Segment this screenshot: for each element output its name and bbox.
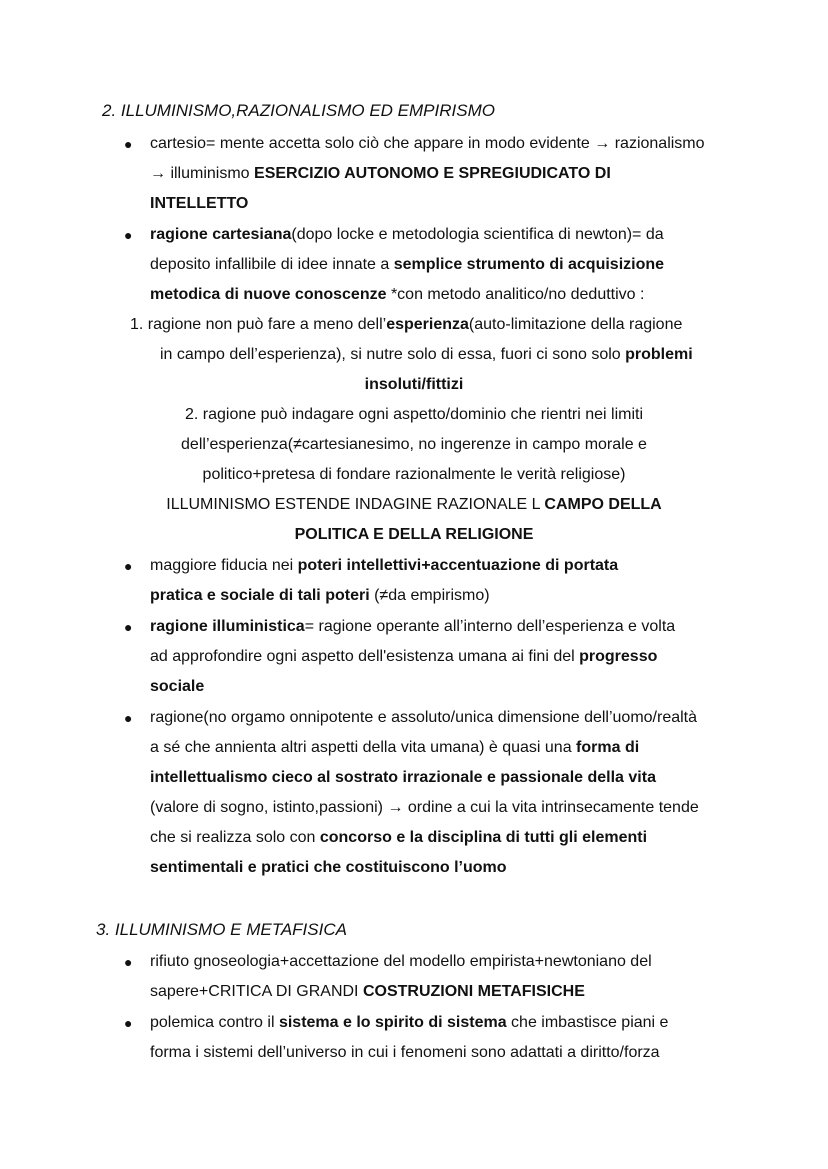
bullet-4-line-1 <box>150 617 675 637</box>
s3-bullet-1-line-2 <box>150 982 585 1002</box>
numbered-item-2-line-2: dell’esperienza(≠cartesianesimo, no ingerenze in campo morale e <box>181 436 647 453</box>
text-run: a sé che annienta altri aspetti della vita umana) è quasi una <box>150 739 577 756</box>
numbered-item-2-line-1: 2. ragione può indagare ogni aspetto/dominio che rientri nei limiti <box>184 406 644 423</box>
bullet-4-line-2 <box>150 647 657 667</box>
bullet-1-line-2 <box>150 164 611 184</box>
text-run: (≠da empirismo) <box>369 587 490 604</box>
bold-run: ragione illuministica <box>150 618 305 635</box>
numbered-item-1-line-3: insoluti/fittizi <box>364 376 464 393</box>
text-run: → illuminismo <box>150 165 255 182</box>
bold-run: poteri intellettivi+accentuazione di portata <box>297 557 619 574</box>
bullet-icon: ● <box>124 227 133 243</box>
bullet-5-line-6: sentimentali e pratici che costituiscono l’uomo <box>150 859 507 876</box>
bullet-icon: ● <box>124 136 133 152</box>
text-run: = ragione operante all’interno dell’esperienza e volta <box>304 618 676 635</box>
bold-run: forma di <box>576 739 640 756</box>
s3-bullet-1-line-1: rifiuto gnoseologia+accettazione del modello empirista+newtoniano del <box>150 953 652 970</box>
numbered-item-1-line-1 <box>130 315 682 335</box>
bold-run: metodica di nuove conoscenze <box>150 286 387 303</box>
text-run: sapere+CRITICA DI GRANDI <box>150 983 363 1000</box>
bullet-2-line-2 <box>150 255 664 275</box>
numbered-item-2-line-3: politico+pretesa di fondare razionalmente le verità religiose) <box>202 466 626 483</box>
numbered-item-2-line-5: POLITICA E DELLA RELIGIONE <box>294 526 534 543</box>
text-run: *con metodo analitico/no deduttivo : <box>386 286 645 303</box>
text-run: ad approfondire ogni aspetto dell'esistenza umana ai fini del <box>150 648 580 665</box>
text-run: maggiore fiducia nei <box>150 557 298 574</box>
bullet-2-line-3 <box>150 285 644 305</box>
bullet-icon: ● <box>124 1015 133 1031</box>
text-run: 1. ragione non può fare a meno dell’ <box>130 316 387 333</box>
bold-run: sistema e lo spirito di sistema <box>278 1014 507 1031</box>
bold-run: ESERCIZIO AUTONOMO E SPREGIUDICATO DI <box>254 165 611 182</box>
bullet-1-line-3: INTELLETTO <box>150 195 249 212</box>
bold-run: concorso e la disciplina di tutti gli elementi <box>319 829 648 846</box>
bullet-icon: ● <box>124 558 133 574</box>
bold-run: ragione cartesiana <box>150 226 292 243</box>
bold-run: progresso <box>579 648 658 665</box>
section-3-heading: 3. ILLUMINISMO E METAFISICA <box>96 920 347 939</box>
bullet-5-line-2 <box>150 738 639 758</box>
bullet-5-line-1: ragione(no orgamo onnipotente e assoluto/unica dimensione dell’uomo/realtà <box>150 709 698 726</box>
text-run: polemica contro il <box>150 1014 279 1031</box>
bold-run: COSTRUZIONI METAFISICHE <box>362 983 585 1000</box>
text-run: (dopo locke e metodologia scientifica di newton)= da <box>291 226 664 243</box>
bullet-2-line-1 <box>150 225 664 245</box>
bullet-5-line-4: (valore di sogno, istinto,passioni) → ordine a cui la vita intrinsecamente tende <box>150 799 699 816</box>
bold-run: CAMPO DELLA <box>544 496 662 513</box>
s3-bullet-2-line-2: forma i sistemi dell’universo in cui i fenomeni sono adattati a diritto/forza <box>150 1044 660 1061</box>
text-run: che imbastisce piani e <box>506 1014 669 1031</box>
text-run: che si realizza solo con <box>150 829 320 846</box>
numbered-item-1-line-2 <box>160 345 693 365</box>
s3-bullet-2-line-1 <box>150 1013 668 1033</box>
bullet-5-line-3: intellettualismo cieco al sostrato irrazionale e passionale della vita <box>150 769 656 786</box>
bullet-icon: ● <box>124 954 133 970</box>
section-2-heading: 2. ILLUMINISMO,RAZIONALISMO ED EMPIRISMO <box>102 101 495 120</box>
numbered-item-2-line-4 <box>0 495 828 515</box>
bullet-icon: ● <box>124 710 133 726</box>
text-run: deposito infallibile di idee innate a <box>150 256 394 273</box>
bold-run: esperienza <box>386 316 469 333</box>
bullet-icon: ● <box>124 619 133 635</box>
bold-run: semplice strumento di acquisizione <box>393 256 665 273</box>
bold-run: problemi <box>625 346 693 363</box>
bullet-4-line-3: sociale <box>150 678 205 695</box>
text-run: ILLUMINISMO ESTENDE INDAGINE RAZIONALE L <box>166 496 545 513</box>
bullet-1-line-1: cartesio= mente accetta solo ciò che appare in modo evidente → razionalismo <box>150 135 705 152</box>
bullet-3-line-2 <box>150 586 490 606</box>
text-run: in campo dell’esperienza), si nutre solo di essa, fuori ci sono solo <box>160 346 626 363</box>
bold-run: pratica e sociale di tali poteri <box>150 587 370 604</box>
bullet-3-line-1 <box>150 556 618 576</box>
bullet-5-line-5 <box>150 828 647 848</box>
text-run: (auto-limitazione della ragione <box>468 316 683 333</box>
